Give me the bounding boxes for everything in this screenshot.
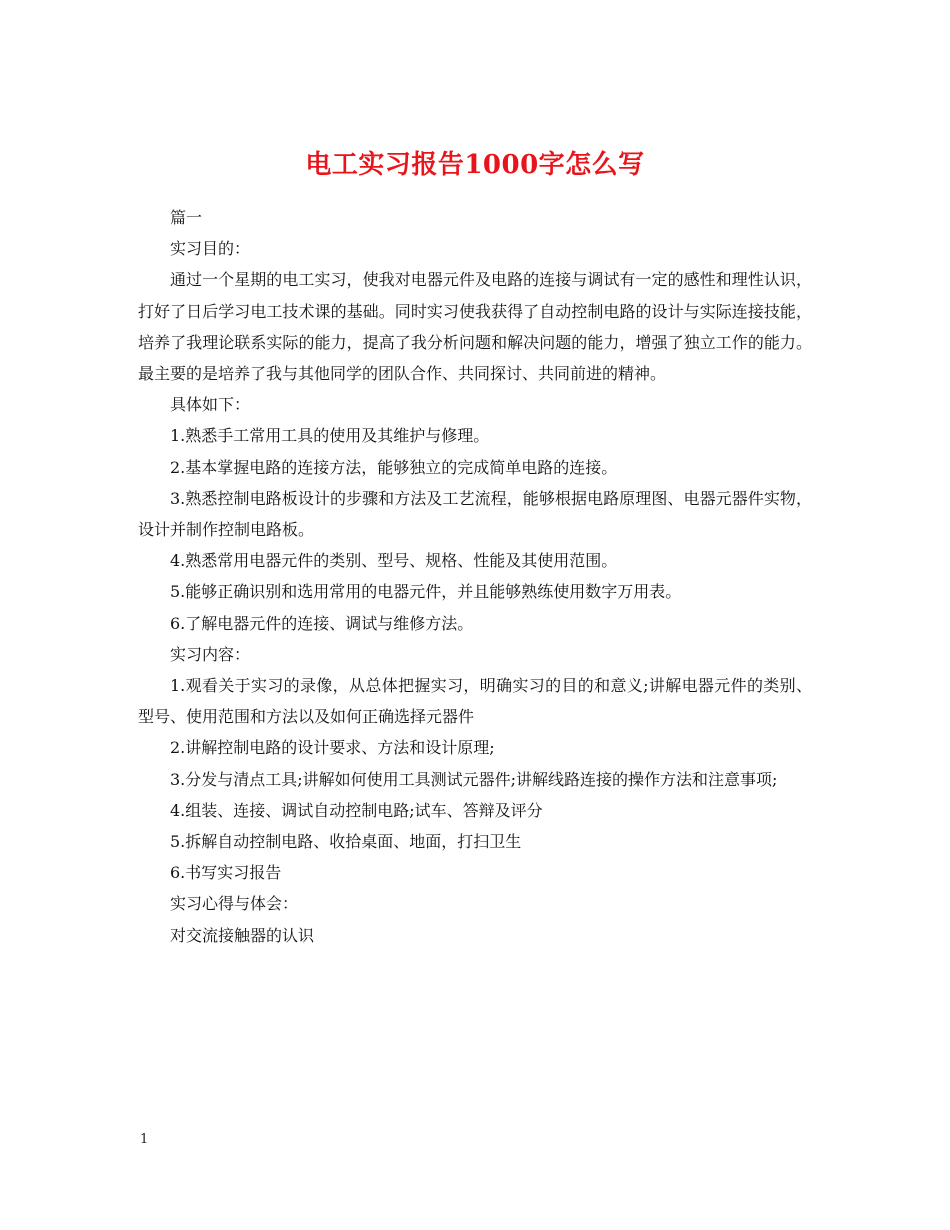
paragraph: 对交流接触器的认识 bbox=[170, 925, 315, 945]
paragraph: 实习心得与体会： bbox=[170, 894, 299, 914]
paragraph: 6.了解电器元件的连接、调试与维修方法。 bbox=[170, 613, 474, 633]
paragraph: 3.熟悉控制电路板设计的步骤和方法及工艺流程，能够根据电路原理图、电器元器件实物，设计并制作控制电路板。 bbox=[138, 488, 812, 540]
paragraph: 4.组装、连接、调试自动控制电路;试车、答辩及评分 bbox=[170, 800, 543, 820]
paragraph: 实习内容： bbox=[170, 644, 251, 664]
paragraph: 1.熟悉手工常用工具的使用及其维护与修理。 bbox=[170, 426, 490, 446]
document-body bbox=[138, 202, 812, 951]
paragraph: 2.讲解控制电路的设计要求、方法和设计原理; bbox=[170, 738, 495, 758]
document-title: 电工实习报告1000字怎么写 bbox=[305, 150, 645, 181]
page-number: 1 bbox=[140, 1132, 149, 1147]
paragraph: 2.基本掌握电路的连接方法，能够独立的完成简单电路的连接。 bbox=[170, 457, 618, 477]
paragraph: 通过一个星期的电工实习，使我对电器元件及电路的连接与调试有一定的感性和理性认识，打好了日后学习电工技术课的基础。同时实习使我获得了自动控制电路的设计与实际连接技能，培养了我理论联系实际的能力，提高了我分析问题和解决问题的能力，增强了独立工作的能力。最主要的是培养了我与其他同学的团队合作、共同探讨、共同前进的精神。 bbox=[138, 270, 812, 384]
paragraph: 篇一 bbox=[170, 208, 203, 227]
paragraph: 4.熟悉常用电器元件的类别、型号、规格、性能及其使用范围。 bbox=[170, 551, 618, 571]
paragraph: 5.拆解自动控制电路、收拾桌面、地面，打扫卫生 bbox=[170, 832, 522, 852]
paragraph: 具体如下： bbox=[170, 395, 251, 415]
paragraph: 3.分发与清点工具;讲解如何使用工具测试元器件;讲解线路连接的操作方法和注意事项; bbox=[170, 769, 778, 789]
paragraph: 6.书写实习报告 bbox=[170, 863, 282, 883]
paragraph: 实习目的： bbox=[170, 239, 251, 259]
paragraph: 5.能够正确识别和选用常用的电器元件，并且能够熟练使用数字万用表。 bbox=[170, 582, 682, 602]
paragraph: 1.观看关于实习的录像，从总体把握实习，明确实习的目的和意义;讲解电器元件的类别、型号、使用范围和方法以及如何正确选择元器件 bbox=[138, 676, 812, 727]
